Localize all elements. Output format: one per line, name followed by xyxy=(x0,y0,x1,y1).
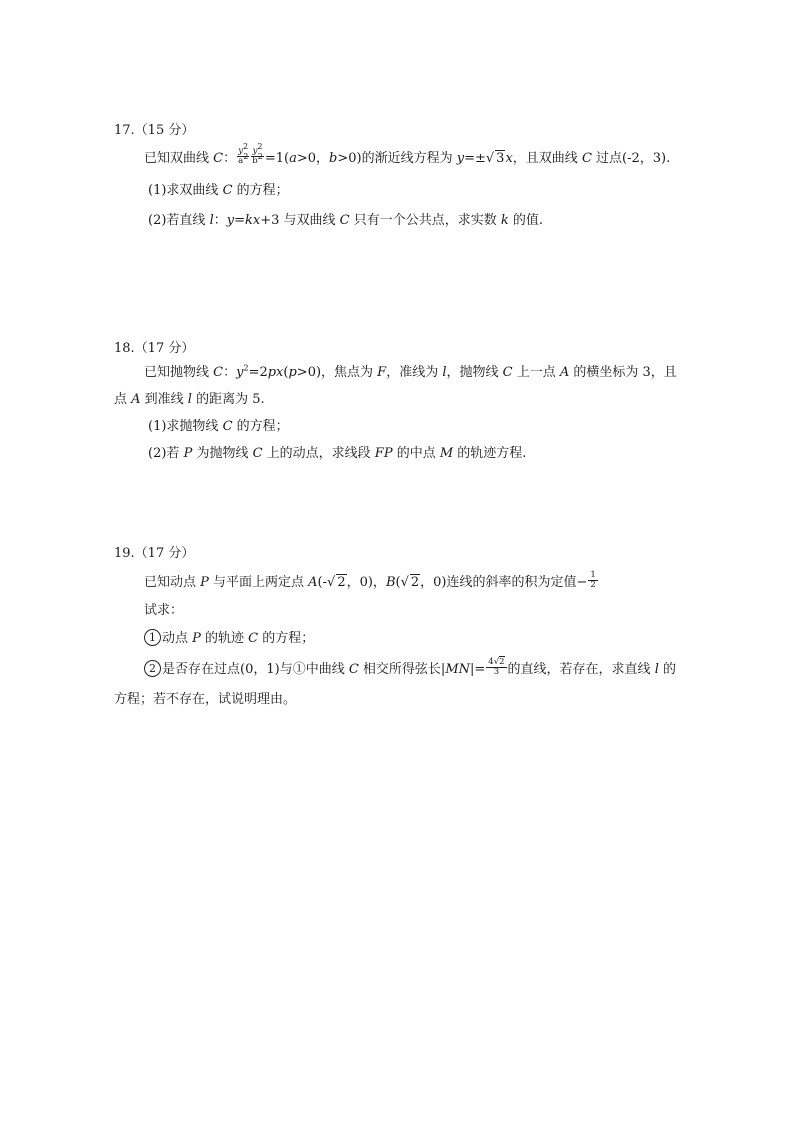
frac-den: 2 xyxy=(590,580,596,590)
text: (2)若直线 xyxy=(148,213,210,228)
fraction-y2-b2: $\frac{y^2}{b^2}$ xyxy=(252,142,263,166)
var-kx: kx xyxy=(245,213,261,228)
superscript: 2 xyxy=(243,363,249,373)
question-18-part-2 xyxy=(148,444,526,466)
text: ，0)连线的斜率的积为定值− xyxy=(420,575,588,590)
question-17-part-1 xyxy=(148,181,289,203)
text: 点 xyxy=(114,392,132,407)
text: 中曲线 xyxy=(305,662,349,677)
var-l: l xyxy=(654,662,659,677)
text: ，抛物线 xyxy=(446,365,503,380)
text: >0， xyxy=(296,151,330,166)
text: ： xyxy=(223,365,237,380)
frac-den: 3 xyxy=(493,667,500,677)
var-b: b xyxy=(329,151,338,166)
text: >0)，焦点为 xyxy=(296,365,378,380)
text: (1)求双曲线 xyxy=(148,183,223,198)
var-M: M xyxy=(439,446,454,461)
fraction-y2-a2: $\frac{y^2}{a^2}$ xyxy=(238,142,249,166)
ref-mark: ① xyxy=(292,662,306,677)
var-C: C xyxy=(222,183,233,198)
question-18-part-1 xyxy=(148,417,289,439)
text: 的距离为 5. xyxy=(191,392,265,407)
text: =2 xyxy=(248,365,268,380)
var-F: F xyxy=(377,365,387,380)
sqrt-3: √ 3 xyxy=(485,151,505,166)
text: |= xyxy=(470,662,486,677)
circled-number: 2 xyxy=(144,660,161,677)
question-18-header: 18.（17 分） xyxy=(114,341,195,356)
var-y: y xyxy=(456,151,465,166)
text: 的轨迹 xyxy=(200,631,249,646)
text: 与平面上两定点 xyxy=(208,575,309,590)
text: 到准线 xyxy=(140,392,188,407)
question-18-stem-line-1 xyxy=(144,363,677,385)
frac-num: y xyxy=(238,146,244,156)
var-C: C xyxy=(339,213,350,228)
text: 的中点 xyxy=(392,446,440,461)
text: 过点(-2，3). xyxy=(591,151,671,166)
frac-num: 4 xyxy=(488,657,494,667)
text: (1)求抛物线 xyxy=(148,419,223,434)
fraction-4sqrt2-over-3: $\frac{4√2}{3}$ xyxy=(488,657,505,677)
var-MN: MN xyxy=(445,662,470,677)
question-17-part-2 xyxy=(148,211,543,233)
var-l: l xyxy=(442,365,447,380)
var-l: l xyxy=(209,213,214,228)
text: 已知双曲线 xyxy=(144,151,214,166)
text: ： xyxy=(213,213,227,228)
var-k: k xyxy=(500,213,509,228)
text: 相交所得弦长| xyxy=(358,662,446,677)
frac-num: 1 xyxy=(590,570,596,580)
text: 上一点 xyxy=(512,365,560,380)
text: >0)的渐近线方程为 xyxy=(337,151,457,166)
fraction-one-half xyxy=(588,571,597,590)
text: 的 xyxy=(658,662,676,677)
text: =± xyxy=(464,151,486,166)
var-px: px xyxy=(267,365,284,380)
sqrt-2: √ 2 xyxy=(400,575,420,590)
frac-den: a xyxy=(238,156,244,166)
frac-den: b xyxy=(252,156,258,166)
text: =1( xyxy=(264,151,290,166)
var-C: C xyxy=(222,419,233,434)
var-C: C xyxy=(213,365,224,380)
var-A: A xyxy=(308,575,318,590)
text: 只有一个公共点，求实数 xyxy=(349,213,501,228)
text: ，0)， xyxy=(346,575,386,590)
question-18-stem-line-2 xyxy=(114,390,265,412)
var-C: C xyxy=(248,631,259,646)
text: 上的动点，求线段 xyxy=(262,446,375,461)
question-19-part-1 xyxy=(144,629,314,651)
text: ，且双曲线 xyxy=(512,151,582,166)
var-p: p xyxy=(288,365,297,380)
var-C: C xyxy=(581,151,592,166)
text: ： xyxy=(223,151,237,166)
question-19-header: 19.（17 分） xyxy=(114,546,195,561)
text: 的方程； xyxy=(232,183,289,198)
text: (2)若 xyxy=(148,446,184,461)
text: ，准线为 xyxy=(386,365,443,380)
var-C: C xyxy=(252,446,263,461)
frac-num: y xyxy=(252,146,258,156)
var-x: x xyxy=(505,151,513,166)
text: +3 与双曲线 xyxy=(260,213,340,228)
text: 是否存在过点(0，1)与 xyxy=(162,662,293,677)
radicand: 2 xyxy=(410,575,420,590)
text: 的轨迹方程. xyxy=(453,446,527,461)
radicand: 2 xyxy=(337,575,346,590)
text: 的值. xyxy=(508,213,544,228)
var-P: P xyxy=(192,631,201,646)
var-P: P xyxy=(183,446,193,461)
var-FP: FP xyxy=(374,446,393,461)
sqrt-2: √ 2 xyxy=(327,575,346,590)
text: 的方程； xyxy=(258,631,315,646)
text: 的直线，若存在，求直线 xyxy=(507,662,655,677)
text: 的方程； xyxy=(232,419,289,434)
var-C: C xyxy=(348,662,359,677)
text: = xyxy=(234,213,246,228)
var-B: B xyxy=(385,575,396,590)
var-A: A xyxy=(131,392,141,407)
text: 已知动点 xyxy=(144,575,201,590)
var-C: C xyxy=(502,365,513,380)
text: 的横坐标为 3，且 xyxy=(569,365,677,380)
question-19-part-2-cont: 方程；若不存在，试说明理由。 xyxy=(114,692,297,707)
question-17-header: 17.（15 分） xyxy=(114,123,195,138)
text: 已知抛物线 xyxy=(144,365,214,380)
text: 为抛物线 xyxy=(192,446,253,461)
radicand: 2 xyxy=(499,657,505,667)
question-19-try: 试求： xyxy=(144,603,184,618)
question-19-part-2 xyxy=(144,657,676,682)
question-17-stem xyxy=(144,142,671,171)
var-y: y xyxy=(226,213,235,228)
var-a: a xyxy=(289,151,297,166)
circled-number: 1 xyxy=(144,629,161,646)
text: (- xyxy=(317,575,328,590)
text: 动点 xyxy=(162,631,193,646)
var-y: y xyxy=(236,365,244,380)
radicand: 3 xyxy=(496,151,505,166)
question-19-stem xyxy=(144,570,599,595)
var-C: C xyxy=(213,151,224,166)
text: ( xyxy=(283,365,289,380)
text: ( xyxy=(395,575,401,590)
var-A: A xyxy=(559,365,570,380)
var-P: P xyxy=(200,575,209,590)
var-l: l xyxy=(187,392,192,407)
